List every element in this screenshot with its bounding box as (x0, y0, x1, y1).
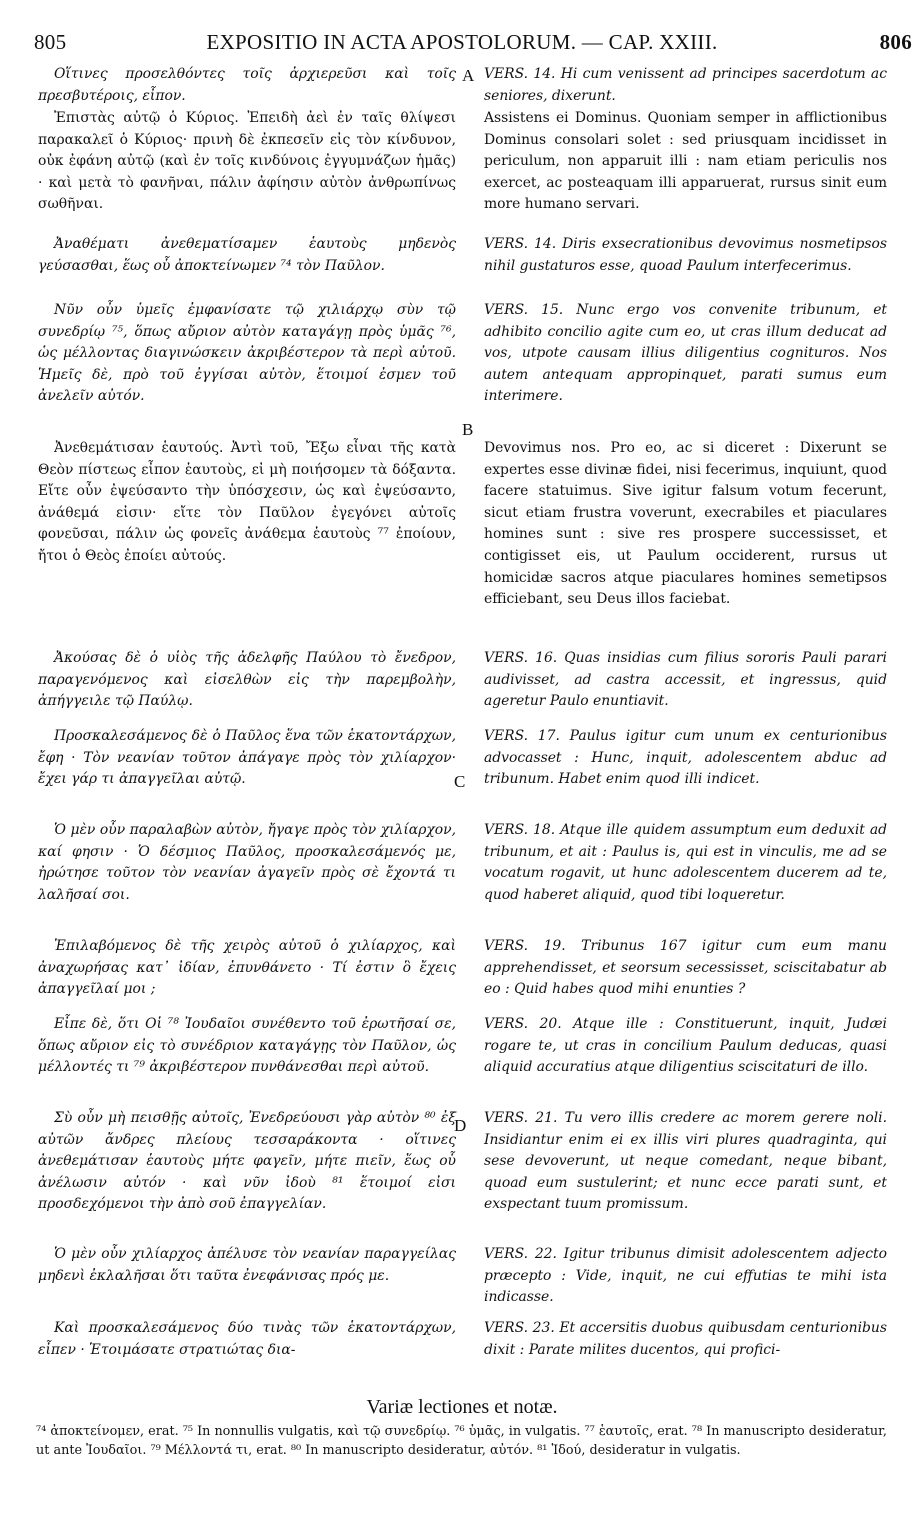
latin-paragraph: VERS. 20. Atque ille : Constituerunt, inquit, Judæi rogare te, ut cras in concilium Paulum deducas, quasi aliquid accuratius atque diligentius sciscitaturi de illo. (484, 1016, 887, 1076)
column-marker-a: A (462, 66, 475, 85)
greek-column (38, 64, 456, 1394)
greek-paragraph: Ἀναθέματι ἀνεθεματίσαμεν ἑαυτοὺς μηδενὸς γεύσασθαι, ἕως οὗ ἀποκτείνωμεν ⁷⁴ τὸν Παῦλον. (38, 236, 456, 274)
page-number-left: 805 (34, 30, 67, 54)
latin-paragraph: Assistens ei Dominus. Quoniam semper in afflictionibus Dominus consolari solet : sed priusquam incidisset in periculum, non apparuit illi : nam etiam periculis nos exercet, ac posteaquam illi apparuerat, rursus sinit eum more humano servari. (484, 110, 887, 213)
greek-paragraph: Εἶπε δὲ, ὅτι Οἱ ⁷⁸ Ἰουδαῖοι συνέθεντο τοῦ ἐρωτῆσαί σε, ὅπως αὔριον εἰς τὸ συνέδριον καταγάγῃς τὸν Παῦλον, ὡς μέλλοντές τι ⁷⁹ ἀκριβέστερον πυνθάνεσθαι περὶ αὐτοῦ. (38, 1016, 456, 1076)
column-marker-c: C (454, 772, 466, 791)
greek-paragraph: Ὁ μὲν οὖν παραλαβὼν αὐτὸν, ἤγαγε πρὸς τὸν χιλίαρχον, καί φησιν · Ὁ δέσμιος Παῦλος, προσκαλεσάμενός με, ἠρώτησε τοῦτον τὸν νεανίαν ἀγαγεῖν πρὸς σὲ ἔχοντά τι λαλῆσαί σοι. (38, 822, 456, 903)
greek-paragraph: Ἐπιστὰς αὐτῷ ὁ Κύριος. Ἐπειδὴ ἀεὶ ἐν ταῖς θλίψεσι παρακαλεῖ ὁ Κύριος· πρινὴ δὲ ἐκπεσεῖν εἰς τὸν κίνδυνον, οὐκ ἐφάνη αὐτῷ (καὶ ἐν τοῖς κινδύνοις ἐγγυμνάζων ἡμᾶς) · καὶ μετὰ τὸ φανῆναι, πάλιν ἀφίησιν αὐτὸν ἀνθρωπίνως σωθῆναι. (38, 110, 456, 213)
greek-paragraph: Καὶ προσκαλεσάμενος δύο τινὰς τῶν ἑκατοντάρχων, εἶπεν · Ἑτοιμάσατε στρατιώτας δια- (38, 1320, 456, 1358)
greek-paragraph: Ἀκούσας δὲ ὁ υἱὸς τῆς ἀδελφῆς Παύλου τὸ ἔνεδρον, παραγενόμενος καὶ εἰσελθὼν εἰς τὴν παρεμβολὴν, ἀπήγγειλε τῷ Παύλῳ. (38, 650, 456, 710)
greek-paragraph: Ὁ μὲν οὖν χιλίαρχος ἀπέλυσε τὸν νεανίαν παραγγείλας μηδενὶ ἐκλαλῆσαι ὅτι ταῦτα ἐνεφάνισας πρός με. (38, 1246, 456, 1284)
latin-paragraph: VERS. 16. Quas insidias cum filius sororis Pauli parari audivisset, ad castra accessit, et ingressus, quid ageretur Paulo enuntiavit. (484, 650, 887, 710)
latin-paragraph: VERS. 18. Atque ille quidem assumptum eum deduxit ad tribunum, et ait : Paulus is, qui est in vinculis, me ad se vocatum rogavit, ut hunc adolescentem ducerem ad te, quod haberet aliquid, quod tibi loqueretur. (484, 822, 887, 903)
latin-paragraph: VERS. 21. Tu vero illis credere ac morem gerere noli. Insidiantur enim ei ex illis viri plures quadraginta, qui sese devoverunt, ut neque comedant, neque bibant, quoad eum sustulerint; et nunc ecce parati sunt, et exspectant tuum promissum. (484, 1110, 887, 1213)
greek-paragraph: Προσκαλεσάμενος δὲ ὁ Παῦλος ἕνα τῶν ἑκατοντάρχων, ἔφη · Τὸν νεανίαν τοῦτον ἀπάγαγε πρὸς τὸν χιλίαρχον· ἔχει γάρ τι ἀπαγγεῖλαι αὐτῷ. (38, 728, 456, 788)
column-marker-b: B (462, 420, 474, 439)
greek-paragraph: Ἐπιλαβόμενος δὲ τῆς χειρὸς αὐτοῦ ὁ χιλίαρχος, καὶ ἀναχωρήσας κατ᾽ ἰδίαν, ἐπυνθάνετο · Τί ἐστιν ὃ ἔχεις ἀπαγγεῖλαί μοι ; (38, 938, 456, 998)
notes-heading: Variæ lectiones et notæ. (366, 1396, 558, 1418)
running-title: EXPOSITIO IN ACTA APOSTOLORUM. — CAP. XXIII. (206, 30, 718, 54)
greek-paragraph: Σὺ οὖν μὴ πεισθῇς αὐτοῖς, Ἐνεδρεύουσι γὰρ αὐτὸν ⁸⁰ ἐξ αὐτῶν ἄνδρες πλείους τεσσαράκοντα · οἵτινες ἀνεθεμάτισαν ἑαυτοὺς μήτε φαγεῖν, μήτε πιεῖν, ἕως οὗ ἀνέλωσιν αὐτόν · καὶ νῦν ἰδοὺ ⁸¹ ἕτοιμοί εἰσι προσδεχόμενοι τὴν ἀπὸ σοῦ ἐπαγγελίαν. (38, 1110, 456, 1213)
page-number-right: 806 (879, 30, 912, 54)
latin-paragraph: Devovimus nos. Pro eo, ac si diceret : Dixerunt se expertes esse divinæ fidei, nisi fecerimus, inquiunt, quod facere statuimus. Sive igitur falsum votum fecerunt, sicut etiam frustra voverunt, execrabiles et piaculares homines sunt : sive res prospere successisset, et contigisset eis, ut Paulum occiderent, rursus ut homicidæ sacros atque piaculares homines semetipsos efficiebant, seu Deus illos faciebat. (484, 440, 887, 608)
latin-paragraph: VERS. 22. Igitur tribunus dimisit adolescentem adjecto præcepto : Vide, inquit, ne cui effutias te mihi ista indicasse. (484, 1246, 887, 1306)
latin-paragraph: VERS. 14. Hi cum venissent ad principes sacerdotum ac seniores, dixerunt. (484, 66, 887, 104)
greek-paragraph: Νῦν οὖν ὑμεῖς ἐμφανίσατε τῷ χιλιάρχῳ σὺν τῷ συνεδρίῳ ⁷⁵, ὅπως αὔριον αὐτὸν καταγάγῃ πρὸς ὑμᾶς ⁷⁶, ὡς μέλλοντας διαγινώσκειν ἀκριβέστερον τὰ περὶ αὐτοῦ. Ἡμεῖς δὲ, πρὸ τοῦ ἐγγίσαι αὐτὸν, ἕτοιμοί ἐσμεν τοῦ ἀνελεῖν αὐτόν. (38, 302, 456, 405)
latin-paragraph: VERS. 14. Diris exsecrationibus devovimus nosmetipsos nihil gustaturos esse, quoad Paulum interfecerimus. (484, 236, 887, 274)
greek-paragraph: Ἀνεθεμάτισαν ἑαυτούς. Ἀντὶ τοῦ, Ἔξω εἶναι τῆς κατὰ Θεὸν πίστεως εἶπον ἑαυτοὺς, εἰ μὴ ποιήσομεν τὰ δόξαντα. Εἴτε οὖν ἐψεύσαντο τὴν ὑπόσχεσιν, ὡς καὶ ἐψεύσαντο, ἀνάθεμά εἰσιν· εἴτε τὸν Παῦλον ἐγεγόνει αὐτοῖς φονεῦσαι, πάλιν ὡς φονεῖς ἀνάθεμα ἑαυτοὺς ⁷⁷ ἐποίουν, ἤτοι ὁ Θεὸς ἐποίει αὐτούς. (38, 440, 456, 564)
footnotes: ⁷⁴ ἀποκτείνομεν, erat. ⁷⁵ In nonnullis vulgatis, καὶ τῷ συνεδρίῳ. ⁷⁶ ὑμᾶς, in vulgatis. ⁷⁷ ἑαυτοῖς, erat. ⁷⁸ In manuscripto desideratur, ut ante Ἰουδαῖοι. ⁷⁹ Μέλλοντά τι, erat. ⁸⁰ In manuscripto desideratur, αὐτόν. ⁸¹ Ἰδού, desideratur in vulgatis. (36, 1424, 887, 1458)
latin-paragraph: VERS. 23. Et accersitis duobus quibusdam centurionibus dixit : Parate milites ducentos, qui profici- (484, 1320, 887, 1358)
latin-column (484, 64, 887, 1394)
latin-paragraph: VERS. 19. Tribunus 167 igitur cum eum manu apprehendisset, et seorsum secessisset, sciscitabatur ab eo : Quid habes quod mihi enunties ? (484, 938, 887, 998)
latin-paragraph: VERS. 17. Paulus igitur cum unum ex centurionibus advocasset : Hunc, inquit, adolescentem abduc ad tribunum. Habet enim quod illi indicet. (484, 728, 887, 788)
latin-paragraph: VERS. 15. Nunc ergo vos convenite tribunum, et adhibito concilio agite cum eo, ut cras illum deducat ad vos, utpote causam illius diligentius cognituros. Nos autem antequam appropinquet, parati sumus eum interimere. (484, 302, 887, 405)
column-marker-d: D (454, 1116, 467, 1135)
greek-paragraph: Οἵτινες προσελθόντες τοῖς ἀρχιερεῦσι καὶ τοῖς πρεσβυτέροις, εἶπον. (38, 66, 456, 104)
